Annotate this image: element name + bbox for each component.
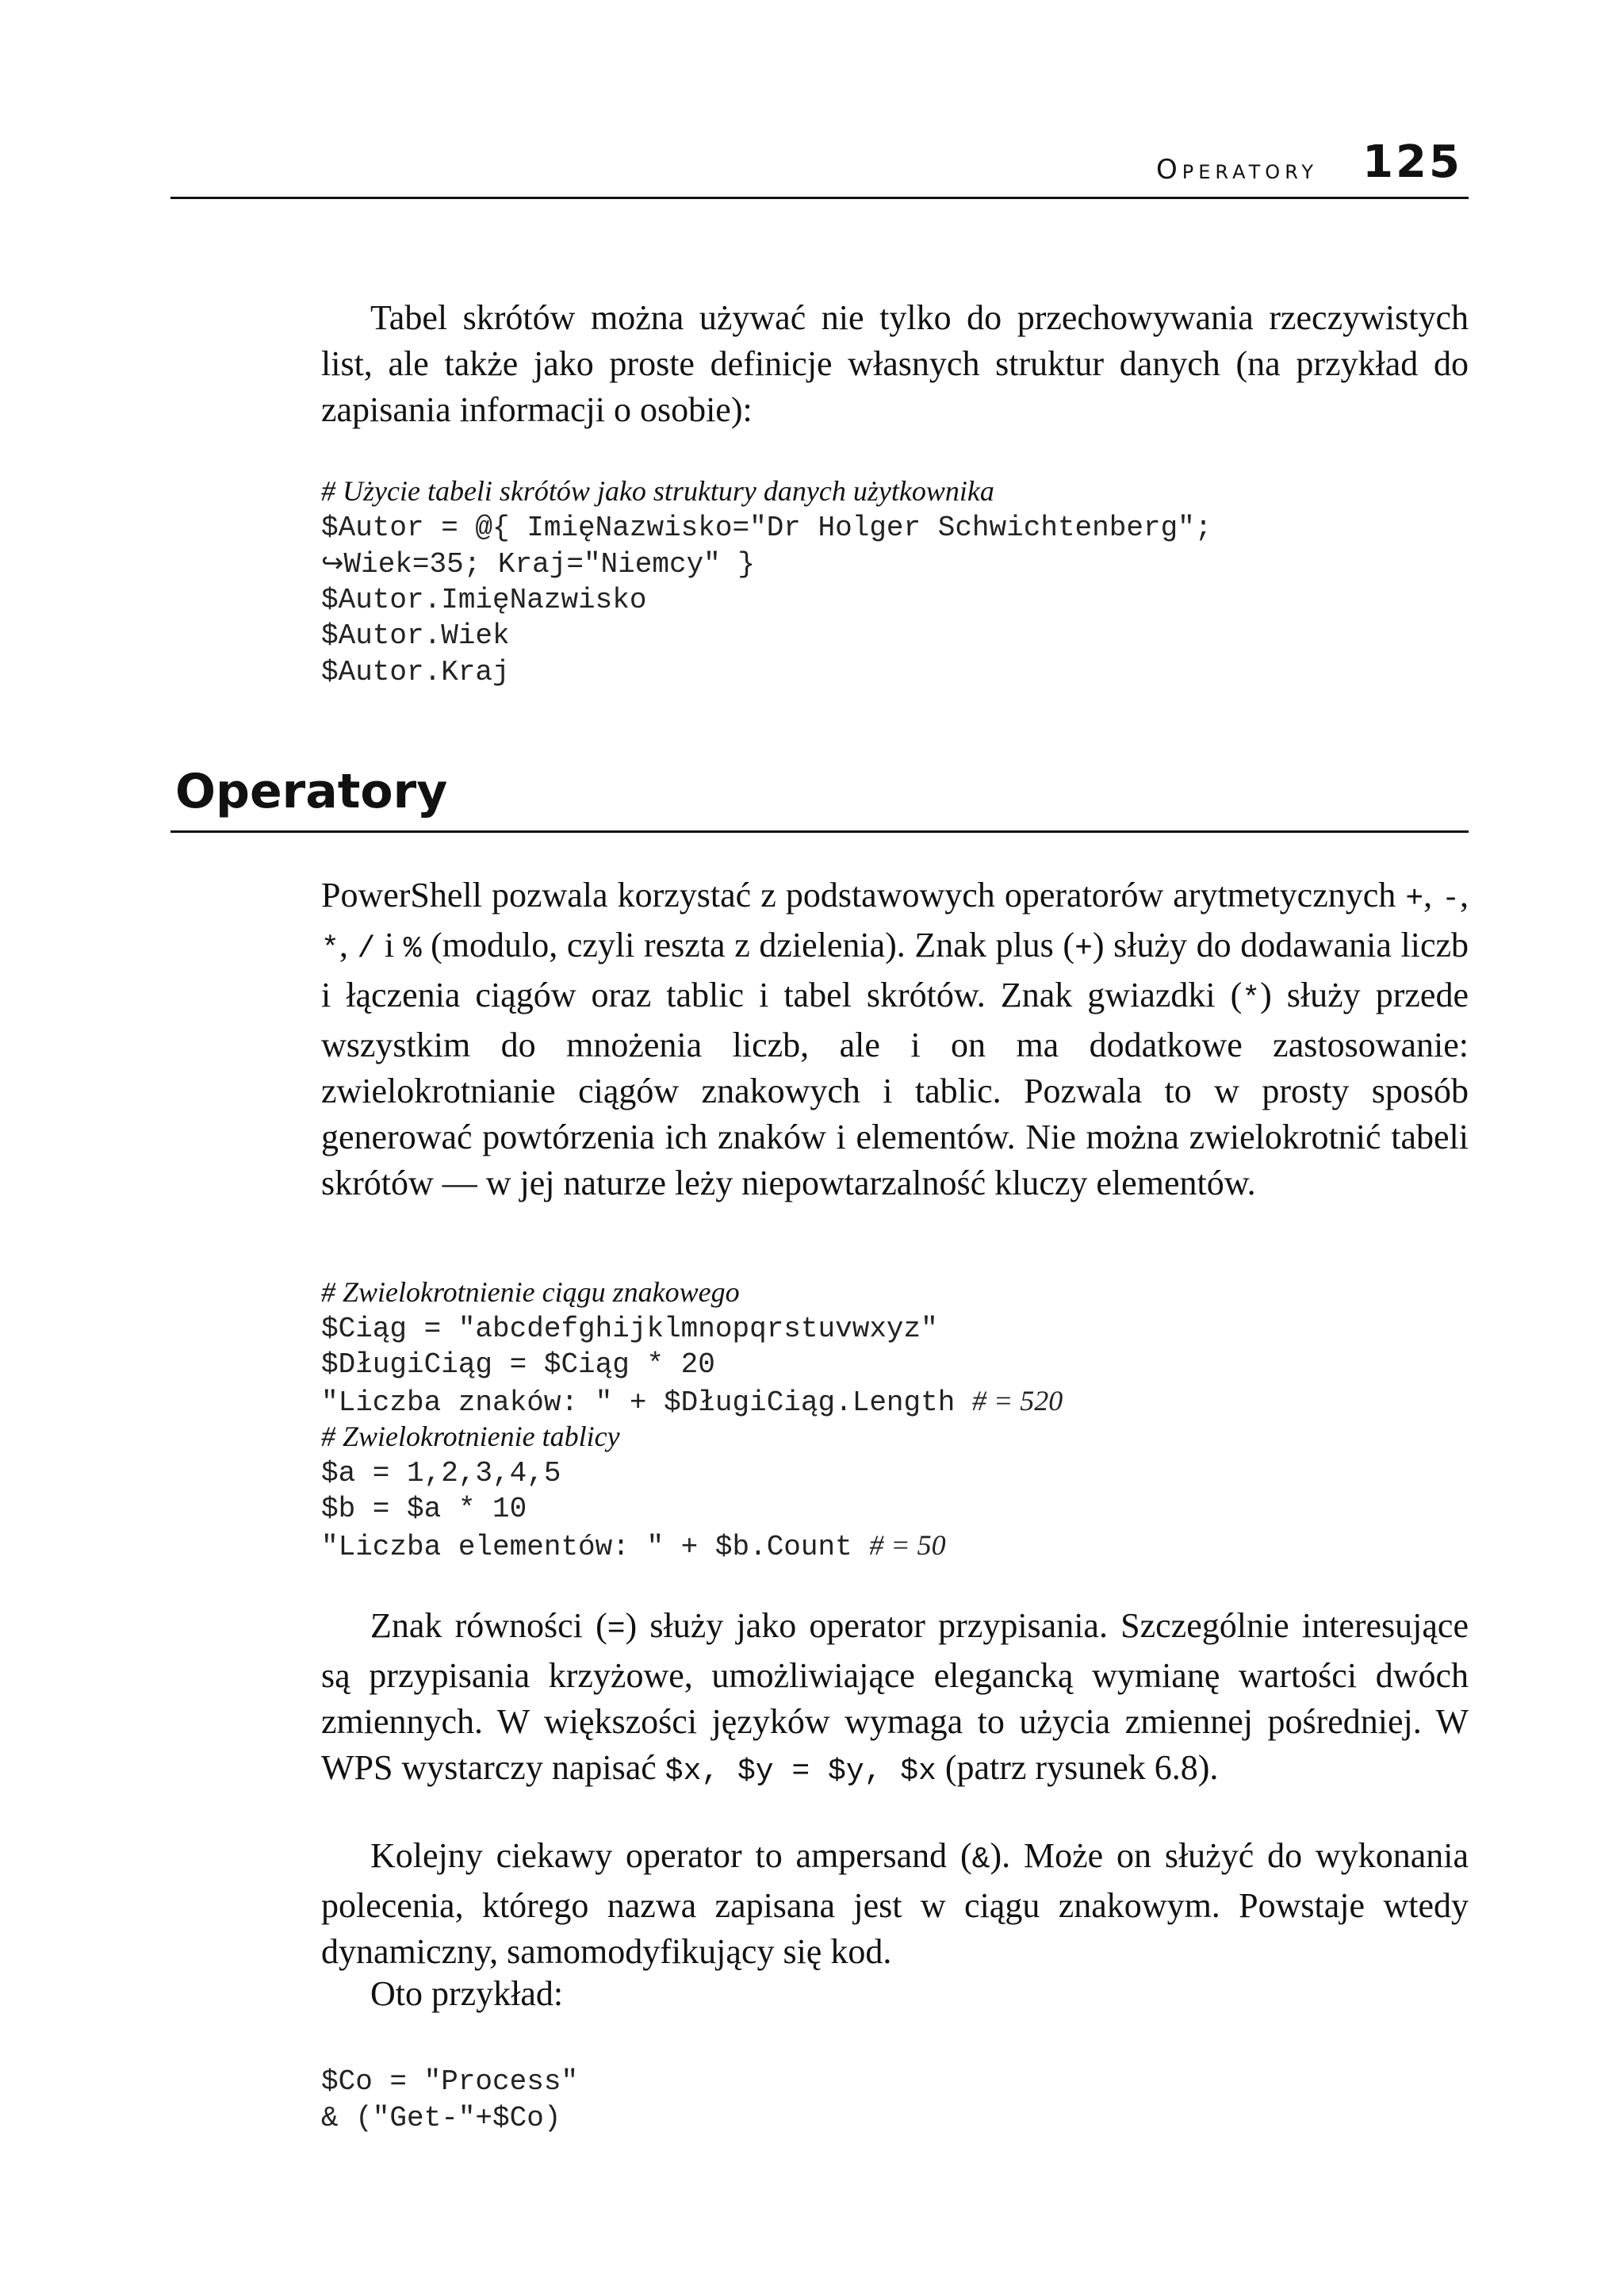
- operator-code: /: [357, 932, 376, 966]
- page-number: 125: [1362, 136, 1462, 188]
- text-run: ,: [1423, 876, 1442, 915]
- code-text: "Liczba znaków: " + $DługiCiąg.Length: [321, 1386, 972, 1419]
- text-run: Znak równości (: [370, 1606, 607, 1645]
- example-paragraph: Oto przykład:: [370, 1974, 564, 2013]
- operator-code: %: [403, 932, 422, 966]
- inline-code: $x, $y = $y, $x: [665, 1754, 936, 1789]
- operator-code: +: [1405, 882, 1424, 916]
- text-run: ). Może on służyć do wykonania polecenia, którego nazwa zapisana jest w ciągu znakowym. Powstaje wtedy dynamiczny, samomodyfikujący się kod.: [321, 1836, 1469, 1971]
- assignment-paragraph: [321, 1603, 1469, 1795]
- code-comment: # Zwielokrotnienie tablicy: [321, 1421, 620, 1452]
- code-block-hashtable: [321, 474, 1469, 690]
- operator-code: +: [1074, 932, 1093, 966]
- code-line: $Co = "Process": [321, 2065, 579, 2098]
- intro-paragraph: Tabel skrótów można używać nie tylko do przechowywania rzeczywistych list, ale także jako proste definicje własnych struktur danych (na przykład do zapisania informacji o osobie):: [321, 298, 1469, 429]
- text-run: i: [375, 926, 404, 964]
- operator-code: *: [1242, 982, 1261, 1016]
- code-text: "Liczba elementów: " + $b.Count: [321, 1530, 870, 1563]
- operator-code: &: [971, 1842, 990, 1877]
- operators-paragraph: [321, 872, 1469, 1206]
- line-continuation-icon: ↪: [321, 547, 344, 579]
- text-run: (patrz rysunek 6.8).: [936, 1748, 1219, 1787]
- code-line: $a = 1,2,3,4,5: [321, 1456, 561, 1490]
- text-run: ) służy przede wszystkim do mnożenia liczb, ale i on ma dodatkowe zastosowanie: zwielokrotnianie ciągów znakowych i tablic. Pozwala to w prosty sposób generować powtórzenia ich znaków i elementów. Nie można zwielokrotnić tabeli skrótów — w jej naturze leży niepowtarzalność kluczy elementów.: [321, 976, 1469, 1202]
- code-line: [321, 546, 1469, 582]
- text-run: Kolejny ciekawy operator to ampersand (: [370, 1836, 972, 1875]
- operator-code: =: [607, 1612, 626, 1647]
- section-heading: [170, 757, 1469, 833]
- text-run: ) służy do dodawania liczb i łączenia ciągów oraz tablic i tabel skrótów. Znak gwiazdki (: [321, 926, 1469, 1014]
- code-line: $Autor.Wiek: [321, 619, 510, 652]
- code-line: $Ciąg = "abcdefghijklmnopqrstuvwxyz": [321, 1312, 938, 1345]
- code-line: $b = $a * 10: [321, 1493, 527, 1525]
- code-line: & ("Get-"+$Co): [321, 2101, 561, 2134]
- text-run: (modulo, czyli reszta z dzielenia). Znak plus (: [421, 926, 1075, 964]
- text-run: ,: [1460, 876, 1469, 915]
- code-line: $DługiCiąg = $Ciąg * 20: [321, 1348, 715, 1381]
- running-header: [170, 133, 1469, 199]
- code-line: $Autor = @{ ImięNazwisko="Dr Holger Schwichtenberg";: [321, 511, 1212, 544]
- code-comment: # Zwielokrotnienie ciągu znakowego: [321, 1276, 740, 1308]
- section-title: Operatory: [175, 764, 448, 819]
- code-inline-comment: # = 520: [971, 1384, 1063, 1417]
- operator-code: *: [321, 932, 339, 966]
- code-line: $Autor.ImięNazwisko: [321, 583, 647, 616]
- running-header-title: Operatory: [1155, 154, 1318, 186]
- code-block-ampersand: [321, 2064, 1469, 2136]
- code-line: [321, 1383, 1469, 1420]
- text-run: PowerShell pozwala korzystać z podstawowych operatorów arytmetycznych: [321, 876, 1406, 915]
- ampersand-paragraph: [321, 1833, 1469, 1975]
- operator-code: -: [1442, 882, 1460, 916]
- code-block-multiplication: [321, 1275, 1469, 1563]
- text-run: ,: [339, 926, 358, 964]
- code-line: [321, 1528, 1469, 1564]
- code-inline-comment: # = 50: [869, 1528, 946, 1561]
- text-run: ) służy jako operator przypisania. Szczególnie interesujące są przypisania krzyżowe, umożliwiające elegancką wymianę wartości dwóch zmiennych. W większości języków wymaga to użycia zmiennej pośredniej. W WPS wystarczy napisać: [321, 1606, 1469, 1787]
- code-comment: # Użycie tabeli skrótów jako struktury danych użytkownika: [321, 475, 994, 507]
- code-line-continued: Wiek=35; Kraj="Niemcy" }: [343, 548, 755, 581]
- code-line: $Autor.Kraj: [321, 655, 510, 688]
